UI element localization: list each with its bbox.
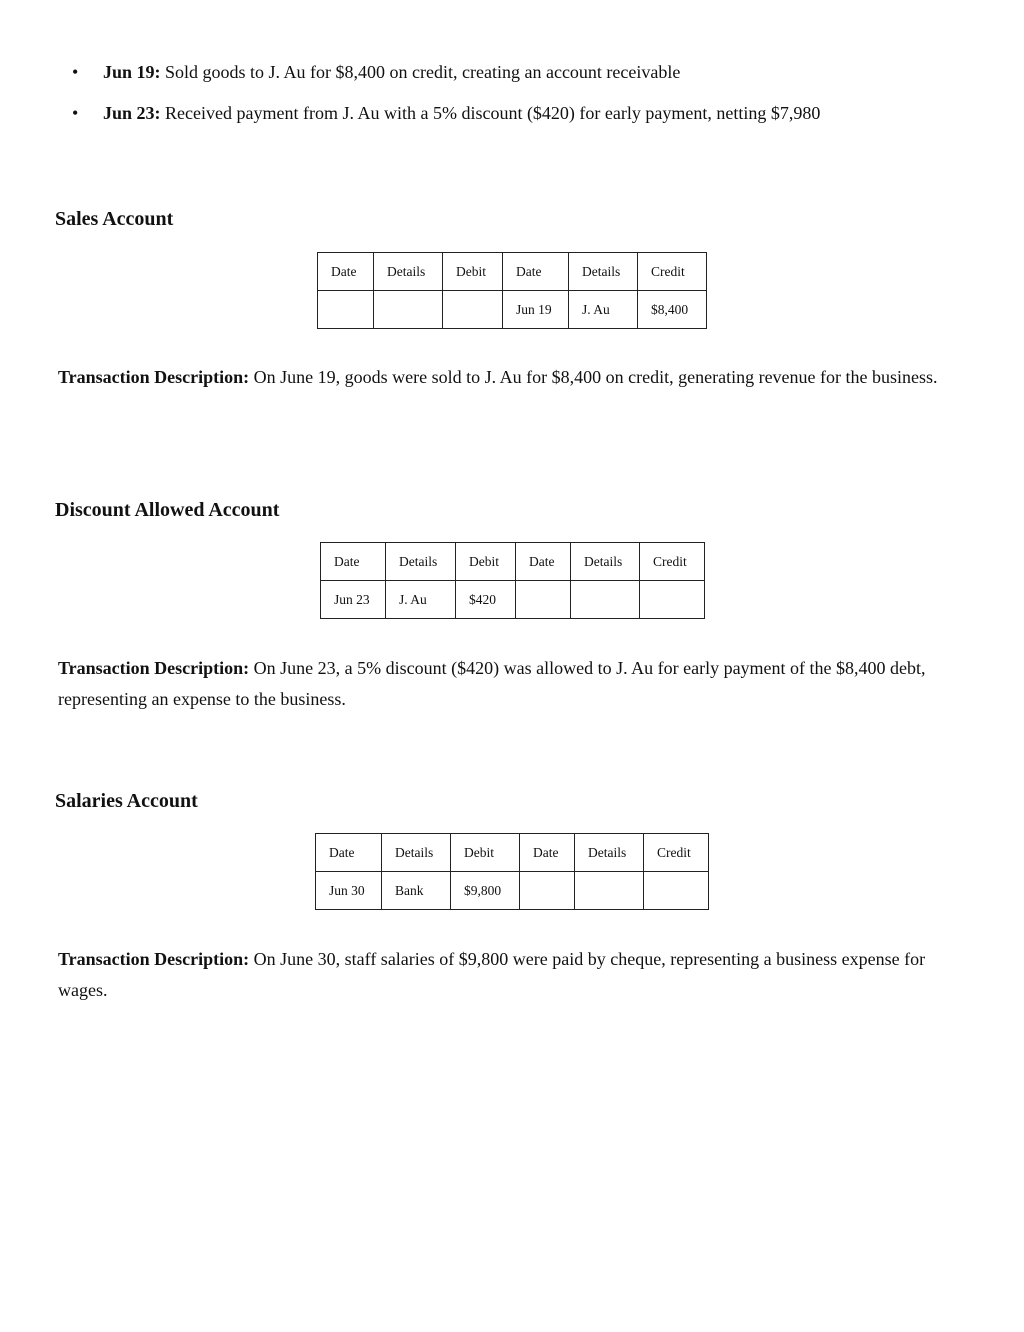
table-cell bbox=[644, 872, 709, 910]
header-cell: Date bbox=[316, 834, 382, 872]
header-cell: Debit bbox=[456, 543, 516, 581]
bullet-date: Jun 19: bbox=[103, 62, 161, 82]
account-title: Sales Account bbox=[55, 208, 174, 230]
table-cell: Jun 19 bbox=[503, 291, 569, 329]
transaction-description bbox=[58, 362, 968, 393]
header-cell: Date bbox=[318, 253, 374, 291]
account-title: Discount Allowed Account bbox=[55, 499, 280, 521]
header-cell: Credit bbox=[638, 253, 707, 291]
header-cell: Details bbox=[569, 253, 638, 291]
header-cell: Date bbox=[516, 543, 571, 581]
header-cell: Credit bbox=[644, 834, 709, 872]
table-cell bbox=[640, 581, 705, 619]
header-cell: Details bbox=[386, 543, 456, 581]
header-cell: Details bbox=[575, 834, 644, 872]
bullet-text: Sold goods to J. Au for $8,400 on credit, creating an account receivable bbox=[160, 62, 681, 82]
transaction-description bbox=[58, 944, 968, 1006]
table-cell: Jun 30 bbox=[316, 872, 382, 910]
bullet-date: Jun 23: bbox=[103, 103, 161, 123]
description-text: On June 19, goods were sold to J. Au for $8,400 on credit, generating revenue for the business. bbox=[249, 367, 938, 387]
ledger-table bbox=[315, 833, 709, 910]
table-row bbox=[321, 581, 705, 619]
table-cell bbox=[443, 291, 503, 329]
table-cell: Jun 23 bbox=[321, 581, 386, 619]
table-cell: J. Au bbox=[569, 291, 638, 329]
bullet-icon: • bbox=[72, 62, 79, 82]
table-cell: $8,400 bbox=[638, 291, 707, 329]
description-label: Transaction Description: bbox=[58, 658, 250, 678]
table-cell: J. Au bbox=[386, 581, 456, 619]
table-cell: Bank bbox=[382, 872, 451, 910]
table-row bbox=[316, 872, 709, 910]
table-header-row bbox=[318, 253, 707, 291]
table-row bbox=[318, 291, 707, 329]
table-header-row bbox=[316, 834, 709, 872]
ledger-table bbox=[317, 252, 707, 329]
header-cell: Details bbox=[571, 543, 640, 581]
table-header-row bbox=[321, 543, 705, 581]
table-cell: $420 bbox=[456, 581, 516, 619]
description-text: On June 30, staff salaries of $9,800 were paid by cheque, representing a business expense for wages. bbox=[58, 949, 926, 1000]
table-cell bbox=[374, 291, 443, 329]
account-title: Salaries Account bbox=[55, 790, 198, 812]
transaction-description bbox=[58, 653, 968, 715]
description-label: Transaction Description: bbox=[58, 367, 250, 387]
header-cell: Debit bbox=[451, 834, 520, 872]
table-cell bbox=[520, 872, 575, 910]
table-cell bbox=[516, 581, 571, 619]
ledger-table bbox=[320, 542, 705, 619]
table-cell bbox=[575, 872, 644, 910]
header-cell: Details bbox=[382, 834, 451, 872]
header-cell: Date bbox=[321, 543, 386, 581]
table-cell: $9,800 bbox=[451, 872, 520, 910]
table-cell bbox=[318, 291, 374, 329]
header-cell: Date bbox=[520, 834, 575, 872]
bullet-text: Received payment from J. Au with a 5% discount ($420) for early payment, netting $7,980 bbox=[160, 103, 821, 123]
header-cell: Debit bbox=[443, 253, 503, 291]
header-cell: Date bbox=[503, 253, 569, 291]
table-cell bbox=[571, 581, 640, 619]
bullet-icon: • bbox=[72, 103, 79, 123]
header-cell: Credit bbox=[640, 543, 705, 581]
description-label: Transaction Description: bbox=[58, 949, 250, 969]
header-cell: Details bbox=[374, 253, 443, 291]
description-text: On June 23, a 5% discount ($420) was allowed to J. Au for early payment of the $8,400 debt, representing an expense to the business. bbox=[58, 658, 926, 709]
